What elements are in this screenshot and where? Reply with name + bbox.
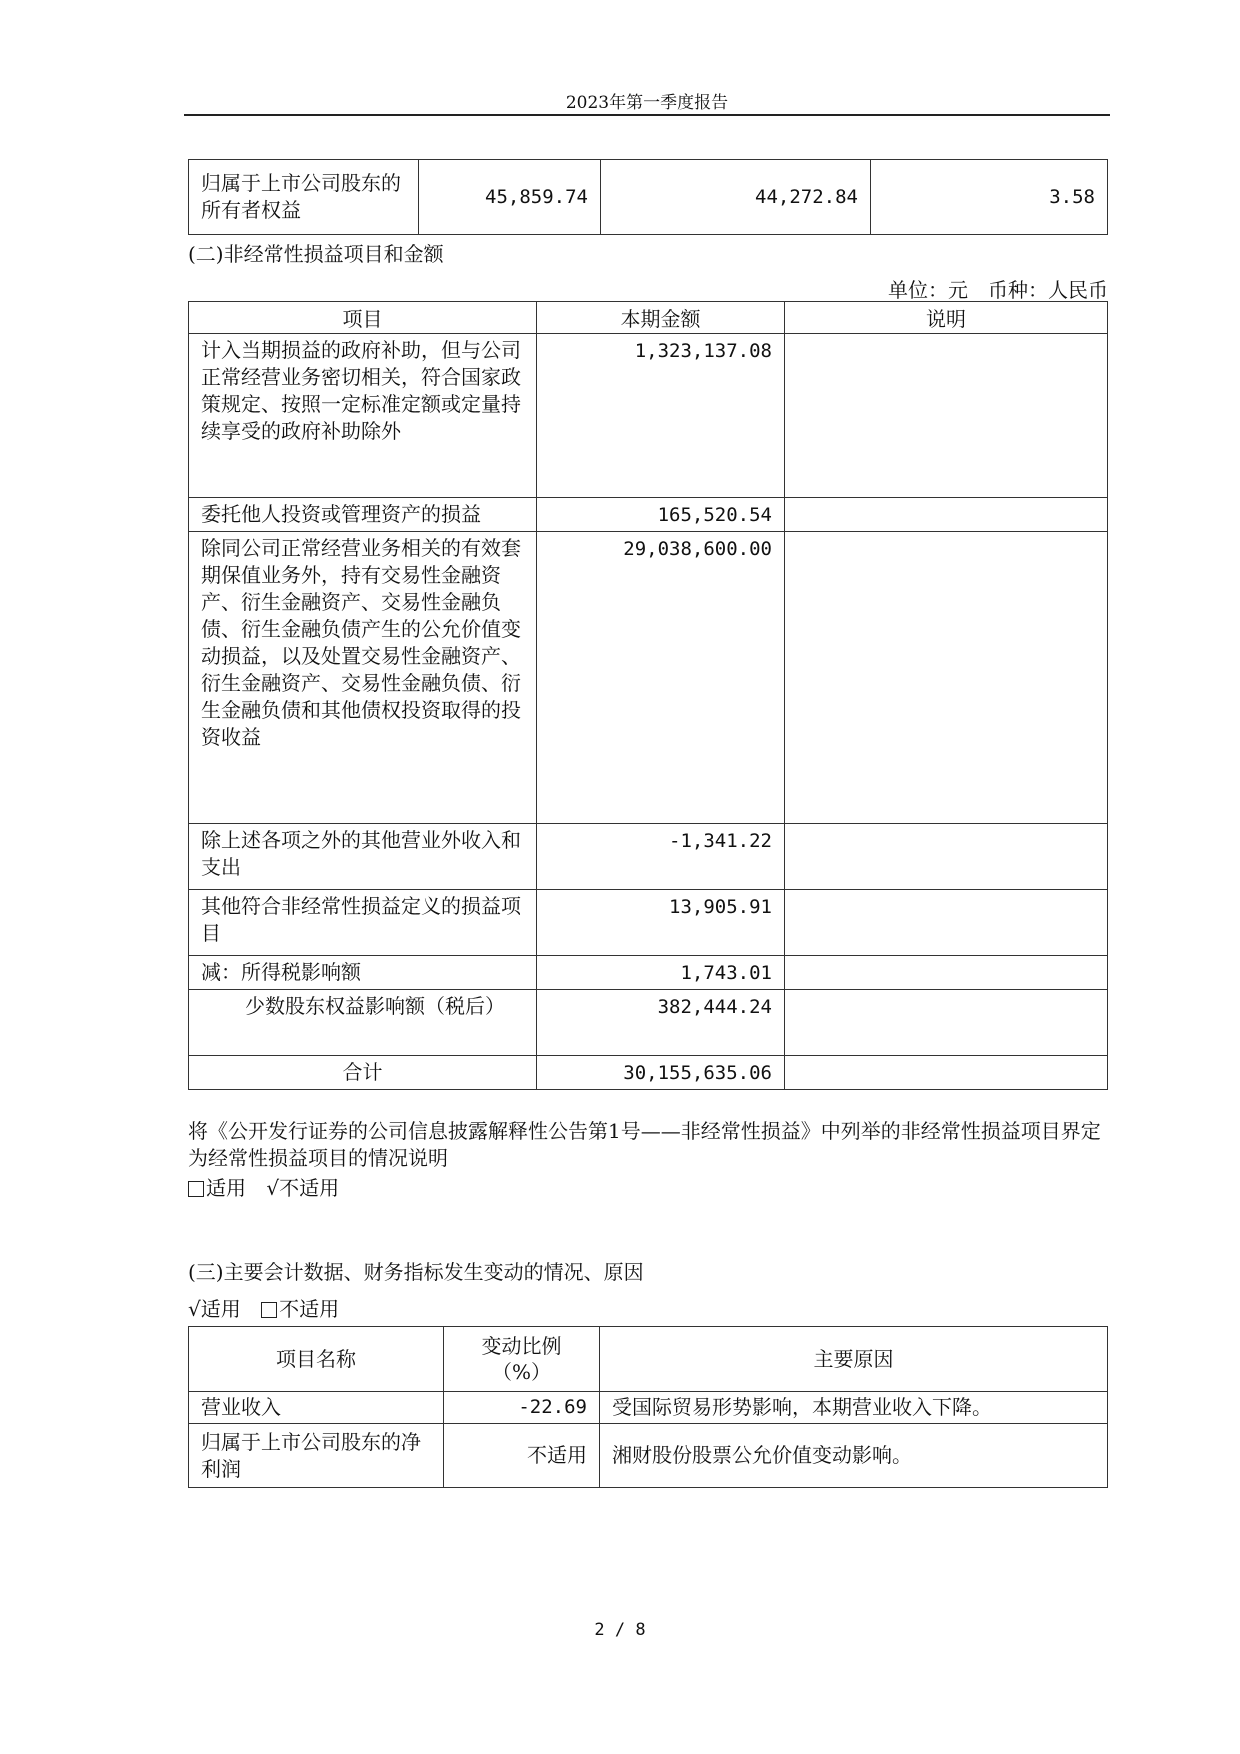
amount-cell: 1,323,137.08 (537, 334, 785, 498)
equity-table (188, 159, 1108, 235)
table-row (189, 990, 1108, 1056)
applicability-line-1 (188, 1172, 339, 1201)
ratio-header-line2: （%） (491, 1360, 551, 1384)
amount-cell: 29,038,600.00 (537, 532, 785, 824)
section3-title: (三)主要会计数据、财务指标发生变动的情况、原因 (188, 1260, 644, 1284)
column-header: 说明 (785, 302, 1108, 334)
note-cell (785, 334, 1108, 498)
ratio-cell: 不适用 (444, 1424, 600, 1488)
table-header-row (189, 302, 1108, 334)
checkbox-icon (188, 1181, 204, 1197)
table-row (189, 498, 1108, 532)
item-cell: 少数股东权益影响额（税后） (189, 990, 537, 1056)
page-header: 2023年第一季度报告 (565, 93, 729, 113)
ratio-cell: -22.69 (444, 1392, 600, 1424)
table-header-row (189, 1327, 1108, 1392)
equity-change: 3.58 (871, 160, 1108, 235)
applicable-label: 适用 (200, 1297, 241, 1321)
applicability-line-2 (188, 1293, 339, 1322)
table-row (189, 1424, 1108, 1488)
equity-previous: 44,272.84 (601, 160, 871, 235)
amount-cell: 13,905.91 (537, 890, 785, 956)
total-label: 合计 (189, 1056, 537, 1090)
equity-label: 归属于上市公司股东的所有者权益 (189, 160, 419, 235)
amount-cell: 165,520.54 (537, 498, 785, 532)
name-cell: 归属于上市公司股东的净利润 (189, 1424, 444, 1488)
table-row (189, 160, 1108, 235)
note-cell (785, 956, 1108, 990)
name-cell: 营业收入 (189, 1392, 444, 1424)
not-applicable-label: 不适用 (279, 1176, 340, 1200)
section2-title: (二)非经常性损益项目和金额 (188, 242, 444, 266)
page-number: 2 / 8 (594, 1620, 646, 1640)
table-row (189, 532, 1108, 824)
table-row (189, 824, 1108, 890)
table-row (189, 956, 1108, 990)
item-cell: 委托他人投资或管理资产的损益 (189, 498, 537, 532)
total-amount: 30,155,635.06 (537, 1056, 785, 1090)
amount-cell: -1,341.22 (537, 824, 785, 890)
item-cell: 除同公司正常经营业务相关的有效套期保值业务外，持有交易性金融资产、衍生金融资产、交易性金融负债、衍生金融负债产生的公允价值变动损益，以及处置交易性金融资产、衍生金融资产、交易性金融负债、衍生金融负债和其他债权投资取得的投资收益 (189, 532, 537, 824)
amount-cell: 382,444.24 (537, 990, 785, 1056)
table-row (189, 334, 1108, 498)
check-mark-icon: √ (188, 1297, 201, 1321)
note-cell (785, 1056, 1108, 1090)
change-table (188, 1326, 1108, 1488)
column-header: 主要原因 (600, 1327, 1108, 1392)
header-rule (184, 114, 1110, 116)
column-header (444, 1327, 600, 1392)
ratio-header-line1: 变动比例 (481, 1334, 562, 1358)
item-cell: 除上述各项之外的其他营业外收入和支出 (189, 824, 537, 890)
item-cell: 其他符合非经常性损益定义的损益项目 (189, 890, 537, 956)
amount-cell: 1,743.01 (537, 956, 785, 990)
reason-cell: 湘财股份股票公允价值变动影响。 (600, 1424, 1108, 1488)
note-cell (785, 990, 1108, 1056)
note-cell (785, 498, 1108, 532)
not-applicable-label: 不适用 (279, 1297, 340, 1321)
checkbox-icon (261, 1302, 277, 1318)
applicable-label: 适用 (206, 1176, 246, 1200)
item-cell: 减：所得税影响额 (189, 956, 537, 990)
reason-cell: 受国际贸易形势影响，本期营业收入下降。 (600, 1392, 1108, 1424)
explanation-text: 将《公开发行证券的公司信息披露解释性公告第1号——非经常性损益》中列举的非经常性损益项目界定为经常性损益项目的情况说明 (188, 1119, 1101, 1170)
note-cell (785, 532, 1108, 824)
item-cell: 计入当期损益的政府补助，但与公司正常经营业务密切相关，符合国家政策规定、按照一定标准定额或定量持续享受的政府补助除外 (189, 334, 537, 498)
check-mark-icon: √ (266, 1176, 280, 1200)
table-row-total (189, 1056, 1108, 1090)
table-row (189, 890, 1108, 956)
column-header: 项目 (189, 302, 537, 334)
column-header: 本期金额 (537, 302, 785, 334)
table-row (189, 1392, 1108, 1424)
note-cell (785, 890, 1108, 956)
equity-current: 45,859.74 (419, 160, 601, 235)
nonrecurring-table (188, 301, 1108, 1090)
column-header: 项目名称 (189, 1327, 444, 1392)
unit-label: 单位：元 币种：人民币 (888, 278, 1108, 302)
note-cell (785, 824, 1108, 890)
